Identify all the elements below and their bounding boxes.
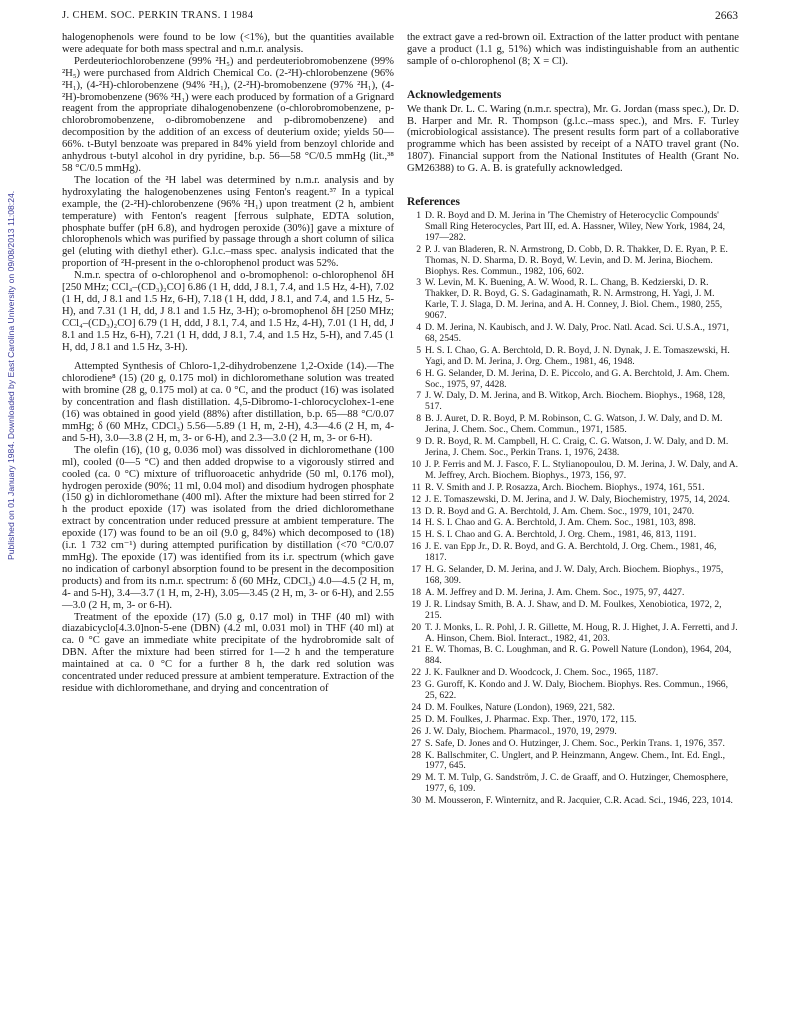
reference-number: 11 <box>411 481 421 493</box>
reference-text: D. R. Boyd and G. A. Berchtold, J. Am. Chem. Soc., 1979, 101, 2470. <box>425 505 695 517</box>
reference-item <box>407 323 739 345</box>
reference-item <box>407 245 739 278</box>
reference-item <box>407 680 739 702</box>
reference-number: 19 <box>411 598 421 610</box>
paragraph: halogenophenols were found to be low (<1%), but the quantities available were adequate for both mass spectral and n.m.r. analysis. <box>62 32 394 55</box>
reference-number: 4 <box>416 322 421 334</box>
download-notice: Published on 01 January 1984. Downloaded by East Carolina University on 09/08/2013 11:08:24. <box>6 190 16 560</box>
reference-text: W. Levin, M. K. Buening, A. W. Wood, R. L. Chang, B. Kedzierski, D. R. Thakker, D. R. Boyd, G. S. Gadaginamath, R. N. Armstrong, H. Yagi, J. M. Karle, T. J. Slaga, D. M. Jerina, and A. H. Conney, J. Biol. Chem., 1980, 255, 9067. <box>425 277 723 322</box>
reference-text: J. W. Daly, Biochem. Pharmacol., 1970, 19, 2979. <box>425 725 617 737</box>
reference-number: 7 <box>416 390 421 402</box>
reference-number: 9 <box>416 436 421 448</box>
reference-item <box>407 518 739 529</box>
reference-text: D. R. Boyd, R. M. Campbell, H. C. Craig, C. G. Watson, J. W. Daly, and D. M. Jerina, J. Chem. Soc., Perkin Trans. 1, 1976, 2438. <box>425 436 729 458</box>
reference-item <box>407 542 739 564</box>
reference-item <box>407 668 739 679</box>
reference-text: J. R. Lindsay Smith, B. A. J. Shaw, and D. M. Foulkes, Xenobiotica, 1972, 2, 215. <box>425 598 722 621</box>
reference-text: G. Guroff, K. Kondo and J. W. Daly, Biochem. Biophys. Res. Commun., 1966, 25, 622. <box>425 679 728 702</box>
reference-item <box>407 507 739 518</box>
reference-number: 1 <box>416 209 421 221</box>
reference-number: 12 <box>411 493 421 505</box>
journal-name: J. CHEM. SOC. PERKIN TRANS. I 1984 <box>62 10 254 21</box>
reference-item <box>407 588 739 599</box>
reference-number: 13 <box>411 505 421 517</box>
reference-number: 25 <box>411 713 421 725</box>
references-heading: References <box>407 196 460 209</box>
reference-text: J. E. van Epp Jr., D. R. Boyd, and G. A. Berchtold, J. Org. Chem., 1981, 46, 1817. <box>425 541 717 564</box>
reference-number: 14 <box>411 517 421 529</box>
reference-number: 22 <box>411 667 421 679</box>
paragraph: N.m.r. spectra of o-chlorophenol and o-bromophenol: o-chlorophenol δH [250 MHz; CCl₄–(CD₃)₂CO] 6.86 (1 H, ddd, J 8.1, 7.4, and 1.5 Hz, 4-H), 7.02 (1 H, dd, J 8.1 and 1.5 Hz, 6-H), 7.18 (1 H, ddd, J 8.1, and 7.4, and 1.5 Hz, 5-H), and 7.31 (1 H, dd, J 8.1 and 1.5 Hz, 3-H); o-bromophenol δH [250 MHz; CCl₄–(CD₃)₂CO] 6.79 (1 H, ddd, J 8.1, 7.4, and 1.5 Hz, 4-H), 7.01 (1 H, dd, J 8.1 and 1.5 Hz, 6-H), 7.21 (1 H, ddd, J 8.1, 7.4, and 1.5 Hz, 5-H), and 7.45 (1 H, dd, J 8.1 and 1.5 Hz, 3-H). <box>62 270 394 353</box>
reference-item <box>407 739 739 750</box>
reference-number: 17 <box>411 564 421 576</box>
reference-text: B. J. Auret, D. R. Boyd, P. M. Robinson, C. G. Watson, J. W. Daly, and D. M. Jerina, J. Chem. Soc., Chem. Commun., 1971, 1585. <box>425 413 723 436</box>
reference-item <box>407 751 739 773</box>
reference-item <box>407 414 739 436</box>
paragraph: The location of the ²H label was determined by n.m.r. analysis and by hydroxylating the halogenobenzenes using Fenton's reagent.³⁷ In a typical example, the (2-²H)-chlorobenzene (96% ²H₁) upon treatment (2 h, ambient temperature) with Fenton's reagent [ferrous sulphate, EDTA solution, phosphate buffer (pH 6.8), and hydrogen peroxide (30%)] gave a mixture of chlorophenols which was purified by passage through a short column of silica gel (eluting with diethyl ether). G.l.c.–mass spec. analysis indicated that the proportion of ²H-present in the o-chlorophenol product was 52%. <box>62 174 394 270</box>
reference-number: 26 <box>411 725 421 737</box>
acknowledgements-heading: Acknowledgements <box>407 88 502 101</box>
reference-item <box>407 460 739 482</box>
reference-text: A. M. Jeffrey and D. M. Jerina, J. Am. Chem. Soc., 1975, 97, 4427. <box>425 586 685 598</box>
reference-number: 21 <box>411 644 421 656</box>
reference-number: 16 <box>411 541 421 553</box>
reference-item <box>407 703 739 714</box>
reference-item <box>407 369 739 391</box>
reference-item <box>407 727 739 738</box>
reference-text: J. W. Daly, D. M. Jerina, and B. Witkop, Arch. Biochem. Biophys., 1968, 128, 517. <box>425 390 726 413</box>
reference-text: M. T. M. Tulp, G. Sandström, J. C. de Graaff, and O. Hutzinger, Chemosphere, 1977, 6, 109. <box>425 772 729 795</box>
reference-number: 8 <box>416 413 421 425</box>
reference-number: 23 <box>411 679 421 691</box>
reference-text: M. Mousseron, F. Winternitz, and R. Jacquier, C.R. Acad. Sci., 1946, 223, 1014. <box>425 795 733 807</box>
reference-text: T. J. Monks, L. R. Pohl, J. R. Gillette, M. Houg, R. J. Highet, J. A. Ferretti, and J. A. Hinson, Chem. Biol. Interact., 1982, 41, 203. <box>425 621 738 644</box>
reference-number: 15 <box>411 529 421 541</box>
reference-item <box>407 565 739 587</box>
reference-number: 28 <box>411 749 421 761</box>
paragraph: Treatment of the epoxide (17) (5.0 g, 0.17 mol) in THF (40 ml) with diazabicyclo[4.3.0]non-5-ene (DBN) (4.2 ml, 0.031 mol) in THF (40 ml) at ca. 0 °C gave an immediate white precipitate of the hydrobromide salt of DBN. After the mixture had been stirred for 1—2 h and the temperature maintained at ca. 0 °C for a further 8 h, the dark red solution was concentrated under reduced pressure at ambient temperature. Extraction of the residue with dichloromethane, and drying and concentration of <box>62 611 394 694</box>
references-list <box>407 211 739 807</box>
reference-item <box>407 483 739 494</box>
right-column <box>407 32 739 808</box>
reference-item <box>407 211 739 244</box>
paragraph: the extract gave a red-brown oil. Extraction of the latter product with pentane gave a product (1.1 g, 51%) which was indistinguishable from an authentic sample of o-chlorophenol (8; X = Cl). <box>407 32 739 67</box>
reference-text: S. Safe, D. Jones and O. Hutzinger, J. Chem. Soc., Perkin Trans. 1, 1976, 357. <box>425 737 725 749</box>
reference-number: 29 <box>411 772 421 784</box>
paragraph: The olefin (16), (10 g, 0.036 mol) was dissolved in dichloromethane (100 ml), cooled (0—5 °C) and then added dropwise to a vigorously stirred and cooled (ca. 0 °C) mixture of trifluoroacetic anhydride (50 ml, 0.176 mol), hydrogen peroxide (90%; 11 ml, 0.04 mol) and disodium hydrogen phosphate (150 g) in dichloromethane (400 ml). After the mixture had been stirred for 2 h the product epoxide (17) was isolated from the dried dichloromethane extract by concentration under reduced pressure at ambient temperature. The epoxide (17) was found to be an oil (9.0 g, 84%) which decomposed to (18) (i.r. 1 732 cm⁻¹) during attempted purification by distillation (<70 °C/0.07 mmHg). The epoxide (17) was identified from its i.r. spectrum (which gave no indication of carbonyl absorption found to be present in the decomposition products) and from its n.m.r. spectrum: δ (60 MHz, CDCl₃) 4.0—4.5 (2 H, m, 4- and 5-H), 3.4—3.7 (1 H, m, 2-H), 3.05—3.45 (2 H, m, 3- or 6-H), and 2.55—3.0 (2 H, m, 3- or 6-H). <box>62 444 394 611</box>
running-header <box>62 10 738 26</box>
reference-number: 30 <box>411 795 421 807</box>
page-number: 2663 <box>715 10 738 22</box>
reference-item <box>407 623 739 645</box>
reference-item <box>407 437 739 459</box>
reference-text: J. E. Tomaszewski, D. M. Jerina, and J. W. Daly, Biochemistry, 1975, 14, 2024. <box>425 493 730 505</box>
acknowledgements-text: We thank Dr. L. C. Waring (n.m.r. spectra), Mr. G. Jordan (mass spec.), Dr. D. B. Harper and Mr. R. Thompson (g.l.c.–mass spec.), and Mrs. F. Turley (microbiological assistance). The present results form part of a collaborative programme which has been assisted by receipt of a NATO travel grant (No. 1807). Financial support from the National Institutes of Health (Grant No. GM26388) to G. A. B. is gratefully acknowledged. <box>407 103 739 175</box>
reference-text: E. W. Thomas, B. C. Loughman, and R. G. Powell Nature (London), 1964, 204, 884. <box>425 644 732 667</box>
reference-item <box>407 645 739 667</box>
reference-number: 6 <box>416 367 421 379</box>
left-column <box>62 32 394 695</box>
reference-number: 27 <box>411 737 421 749</box>
reference-item <box>407 391 739 413</box>
reference-text: H. G. Selander, D. M. Jerina, and J. W. Daly, Arch. Biochem. Biophys., 1975, 168, 309. <box>425 564 724 586</box>
reference-number: 2 <box>416 243 421 255</box>
reference-item <box>407 715 739 726</box>
reference-number: 24 <box>411 701 421 713</box>
reference-item <box>407 530 739 541</box>
reference-item <box>407 278 739 322</box>
paragraph: Perdeuteriochlorobenzene (99% ²H₅) and perdeuteriobromobenzene (99% ²H₅) were purchased from Aldrich Chemical Co. (2-²H)-chlorobenzene (96% ²H₁), (4-²H)-chlorobenzene (94% ²H₁), (2-²H)-bromobenzene (97% ²H₁), (4-²H)-bromobenzene (96% ²H₁) were each produced by formation of a Grignard reagent from the appropriate dihalogenobenzene (o-chlorobromobenzene, p-chlorobromobenzene, o-dibromobenzene and p-dibromobenzene) and decomposition by the addition of an excess of deuterium oxide; yields 50—66%. t-Butyl benzoate was prepared in 84% yield from benzoyl chloride and anhydrous t-butyl alcohol in dry pyridine, b.p. 56—58 °C/0.5 mmHg (lit.,³⁸ 58 °C/0.5 mmHg). <box>62 55 394 174</box>
reference-number: 3 <box>416 277 421 289</box>
reference-item <box>407 495 739 506</box>
reference-text: J. K. Faulkner and D. Woodcock, J. Chem. Soc., 1965, 1187. <box>425 667 659 679</box>
reference-text: H. S. I. Chao, G. A. Berchtold, D. R. Boyd, J. N. Dynak, J. E. Tomaszewski, H. Yagi, and D. M. Jerina, J. Org. Chem., 1981, 46, 1948. <box>425 344 730 367</box>
reference-number: 20 <box>411 621 421 633</box>
reference-text: J. P. Ferris and M. J. Fasco, F. L. Stylianopoulou, D. M. Jerina, J. W. Daly, and A. M. Jeffrey, Arch. Biochem. Biophys., 1973, 156, 97. <box>425 458 739 481</box>
reference-item <box>407 600 739 622</box>
reference-item <box>407 346 739 368</box>
reference-text: H. S. I. Chao and G. A. Berchtold, J. Org. Chem., 1981, 46, 813, 1191. <box>425 529 697 541</box>
paragraph: Attempted Synthesis of Chloro-1,2-dihydrobenzene 1,2-Oxide (14).—The chlorodiene⁸ (15) (20 g, 0.175 mol) in dichloromethane solution was treated with bromine (28 g, 0.175 mol) at ca. 0 °C, and the product (16) was isolated by concentration and flash distillation. 4,5-Dibromo-1-chlorocyclohex-1-ene (16) was obtained in good yield (88%) after distillation, b.p. 65—88 °C/0.07 mmHg; δ (60 MHz, CDCl₃) 5.56—5.89 (1 H, m, 2-H), 4.3—4.6 (2 H, m, 4- and 5-H), 3.0—3.8 (2 H, m, 3- or 6-H), and 2.3—3.0 (2 H, m, 3- or 6-H). <box>62 361 394 444</box>
reference-item <box>407 773 739 795</box>
reference-text: D. M. Foulkes, Nature (London), 1969, 221, 582. <box>425 701 615 713</box>
reference-text: D. M. Jerina, N. Kaubisch, and J. W. Daly, Proc. Natl. Acad. Sci. U.S.A., 1971, 68, 2545. <box>425 322 729 344</box>
reference-text: R. V. Smith and J. P. Rosazza, Arch. Biochem. Biophys., 1974, 161, 551. <box>425 481 705 493</box>
reference-number: 10 <box>411 458 421 470</box>
reference-number: 5 <box>416 344 421 356</box>
reference-text: D. M. Foulkes, J. Pharmac. Exp. Ther., 1970, 172, 115. <box>425 713 637 725</box>
reference-text: H. G. Selander, D. M. Jerina, D. E. Piccolo, and G. A. Berchtold, J. Am. Chem. Soc., 1975, 97, 4428. <box>425 367 730 390</box>
reference-text: K. Ballschmiter, C. Unglert, and P. Heinzmann, Angew. Chem., Int. Ed. Engl., 1977, 645. <box>425 749 726 772</box>
reference-number: 18 <box>411 586 421 598</box>
reference-text: D. R. Boyd and D. M. Jerina in 'The Chemistry of Heterocyclic Compounds' Small Ring Heterocycles, Part III, ed. A. Hassner, Wiley, New York, 1984, 24, 197—282. <box>425 209 726 243</box>
reference-text: H. S. I. Chao and G. A. Berchtold, J. Am. Chem. Soc., 1981, 103, 898. <box>425 517 696 529</box>
reference-item <box>407 796 739 807</box>
reference-text: P. J. van Bladeren, R. N. Armstrong, D. Cobb, D. R. Thakker, D. E. Ryan, P. E. Thomas, N. D. Sharma, D. R. Boyd, W. Levin, and D. M. Jerina, Biochem. Biophys. Res. Commun., 1982, 106, 602. <box>425 243 728 277</box>
